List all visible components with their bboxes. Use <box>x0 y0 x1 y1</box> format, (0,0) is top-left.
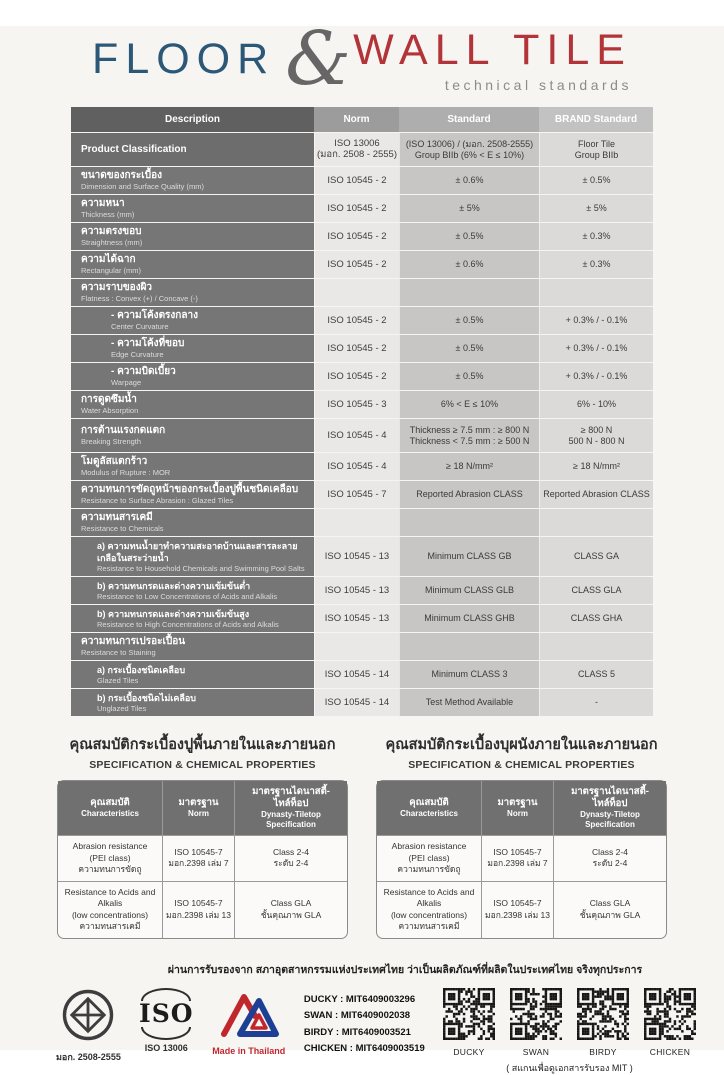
wall-tile-spec-block <box>372 733 671 939</box>
spec-cell-line: ชั้นคุณภาพ GLA <box>260 909 322 920</box>
standard-value: Minimum CLASS GHB <box>424 613 515 623</box>
standard-value: Minimum CLASS 3 <box>431 669 508 679</box>
spec-header-thai: คุณสมบัติ <box>90 797 130 808</box>
tis-label: มอก. 2508-2555 <box>56 1051 121 1062</box>
brand-standard-cell <box>539 509 653 537</box>
tis-mark-block <box>56 988 121 1064</box>
spec-row <box>377 835 666 881</box>
spec-cell-line: (low concentrations) <box>390 909 468 920</box>
spec-header-thai: มาตรฐาน <box>178 797 219 808</box>
spec-cell-line: ความทนสารเคมี <box>79 921 141 931</box>
norm-cell: ISO 10545 - 2 <box>314 251 399 279</box>
table-row <box>71 363 653 391</box>
norm-cell: ISO 10545 - 14 <box>314 661 399 689</box>
standard-value: Minimum CLASS GB <box>427 551 512 561</box>
made-in-thailand-label: Made in Thailand <box>212 1045 286 1056</box>
brand-value: ± 0.5% <box>582 175 611 185</box>
description-column-header: Description <box>71 107 314 133</box>
qr-code-icon <box>644 988 696 1045</box>
norm-cell: ISO 10545 - 3 <box>314 391 399 419</box>
brand-value: - <box>595 697 598 707</box>
norm-cell: ISO 10545 - 2 <box>314 363 399 391</box>
description-cell <box>71 633 314 661</box>
table-header-row <box>71 107 653 133</box>
wall-spec-table <box>376 780 667 939</box>
classification-label: Product Classification <box>71 133 314 167</box>
qr-code-swan <box>510 988 562 1057</box>
description-thai: ความทนการเปรอะเปื้อน <box>81 636 186 647</box>
spec-cell-line: Class 2-4 <box>273 846 309 857</box>
brand-standard-cell <box>539 335 653 363</box>
brand-standard-cell <box>539 537 653 577</box>
description-thai: - ความโค้งที่ขอบ <box>111 338 185 349</box>
standard-value: ± 0.6% <box>455 175 484 185</box>
brand-standard-cell <box>539 577 653 605</box>
floor-tile-spec-block <box>53 733 352 939</box>
norm-cell: ISO 10545 - 13 <box>314 577 399 605</box>
description-english: Resistance to High Concentrations of Acids and Alkalis <box>97 620 279 629</box>
tis-mark-icon <box>61 988 115 1047</box>
description-english: Water Absorption <box>81 406 139 415</box>
standard-cell <box>399 223 539 251</box>
qr-code-chicken <box>644 988 696 1057</box>
brand-standard-cell <box>539 251 653 279</box>
standard-value: ± 0.5% <box>455 371 484 381</box>
spec-cell-line: ISO 10545-7 <box>174 846 223 857</box>
brand-value: 500 N - 800 N <box>568 435 625 446</box>
brand-standard-cell <box>539 279 653 307</box>
spec-cell-line: Class GLA <box>270 898 312 908</box>
brand-value: + 0.3% / - 0.1% <box>565 371 628 381</box>
floor-spec-table <box>57 780 348 939</box>
standard-cell <box>399 419 539 453</box>
table-row <box>71 419 653 453</box>
floor-spec-title-thai: คุณสมบัติกระเบื้องปูพื้นภายในและภายนอก <box>69 737 336 753</box>
brand-value: + 0.3% / - 0.1% <box>565 343 628 353</box>
qr-code-label: SWAN <box>522 1046 550 1057</box>
brand-standard-cell <box>539 481 653 509</box>
spec-header-cell <box>234 781 347 835</box>
brand-value: ≥ 18 N/mm² <box>573 461 620 471</box>
ampersand-glyph: & <box>285 16 352 103</box>
spec-cell <box>377 881 481 938</box>
classification-brand-line2: Group BIIb <box>574 149 619 160</box>
brand-value: ± 0.3% <box>582 259 611 269</box>
certification-statement: ผ่านการรับรองจาก สภาอุตสาหกรรมแห่งประเทศไทย ว่าเป็นผลิตภัณฑ์ที่ผลิตในประเทศไทย จริงทุกประการ <box>167 963 643 976</box>
table-row <box>71 195 653 223</box>
table-row <box>71 251 653 279</box>
qr-code-label: DUCKY <box>453 1046 485 1057</box>
table-row <box>71 577 653 605</box>
spec-cell-line: ความทนการขัดถู <box>78 864 142 874</box>
standard-value: Reported Abrasion CLASS <box>416 489 523 499</box>
description-thai: โมดูลัสแตกร้าว <box>81 456 148 467</box>
classification-norm-cell <box>314 133 399 167</box>
section-header-row <box>71 279 653 307</box>
spec-cell-line: Abrasion resistance <box>72 841 148 851</box>
brand-value: + 0.3% / - 0.1% <box>565 315 628 325</box>
spec-row <box>377 881 666 938</box>
standard-value: Minimum CLASS GLB <box>424 585 515 595</box>
standard-cell <box>399 481 539 509</box>
spec-header-thai: คุณสมบัติ <box>409 797 449 808</box>
description-cell <box>71 335 314 363</box>
norm-cell: ISO 10545 - 4 <box>314 419 399 453</box>
spec-cell-line: มอก.2398 เล่ม 7 <box>487 858 548 869</box>
spec-header-cell <box>162 781 234 835</box>
logo-floor-text: FLOOR <box>92 35 276 83</box>
standard-column-header: Standard <box>399 107 539 133</box>
spec-header-cell <box>553 781 666 835</box>
description-thai: b) กระเบื้องชนิดไม่เคลือบ <box>97 693 196 703</box>
mit-code: SWAN : MIT6409002038 <box>303 1010 411 1021</box>
brand-standard-cell <box>539 453 653 481</box>
brand-standard-cell <box>539 363 653 391</box>
brand-standard-cell <box>539 419 653 453</box>
spec-cell <box>234 835 347 881</box>
classification-standard-cell <box>399 133 539 167</box>
table-row <box>71 605 653 633</box>
section-header-row <box>71 509 653 537</box>
qr-code-label: CHICKEN <box>649 1046 691 1057</box>
norm-cell <box>314 633 399 661</box>
norm-cell <box>314 279 399 307</box>
description-cell <box>71 509 314 537</box>
spec-cell-line: ISO 10545-7 <box>493 846 542 857</box>
description-thai: a) กระเบื้องชนิดเคลือบ <box>97 665 186 675</box>
description-english: Unglazed Tiles <box>97 704 147 713</box>
spec-row <box>58 835 347 881</box>
iso-globe-icon-bottom <box>141 1027 191 1040</box>
mit-code: BIRDY : MIT6409003521 <box>303 1026 411 1038</box>
mit-code: CHICKEN : MIT6409003519 <box>303 1043 425 1054</box>
description-thai: b) ความทนกรดและด่างความเข้มข้นสูง <box>97 609 250 619</box>
standard-cell <box>399 661 539 689</box>
classification-norm-line1: ISO 13006 <box>334 138 380 149</box>
description-thai: การดูดซึมน้ำ <box>81 394 137 405</box>
brand-value: CLASS GA <box>573 551 620 561</box>
description-cell <box>71 391 314 419</box>
brand-standard-cell <box>539 661 653 689</box>
description-thai: a) ความทนน้ำยาทำความสะอาดบ้านและสารละลายเกลือในสระว่ายน้ำ <box>97 541 298 563</box>
qr-code-icon <box>443 988 495 1045</box>
spec-cell-line: (PEI class) <box>408 852 450 863</box>
standard-value: Thickness ≥ 7.5 mm : ≥ 800 N <box>409 424 530 435</box>
brand-value: CLASS GLA <box>571 585 622 595</box>
spec-cell-line: มอก.2398 เล่ม 13 <box>484 909 551 920</box>
spec-header-cell <box>58 781 162 835</box>
mit-code-list <box>304 988 425 1057</box>
brand-value: 6% - 10% <box>576 399 617 409</box>
standard-value: ± 5% <box>459 203 480 213</box>
standard-cell <box>399 251 539 279</box>
spec-header-eng: Characteristics <box>81 809 139 818</box>
standard-cell <box>399 307 539 335</box>
spec-cell-line: มอก.2398 เล่ม 7 <box>168 858 229 869</box>
spec-header-cell <box>377 781 481 835</box>
spec-cell <box>58 835 162 881</box>
mit-code: DUCKY : MIT6409003296 <box>303 993 416 1005</box>
classification-norm-line2: (มอก. 2508 - 2555) <box>316 148 398 160</box>
brand-standard-column-header: BRAND Standard <box>539 107 653 133</box>
floor-spec-title-eng: SPECIFICATION & CHEMICAL PROPERTIES <box>89 759 316 771</box>
standards-table <box>71 107 653 717</box>
brand-value: CLASS 5 <box>577 669 616 679</box>
standard-cell <box>399 195 539 223</box>
table-row <box>71 453 653 481</box>
brand-value: CLASS GHA <box>570 613 623 623</box>
logo-subtitle: technical standards <box>444 77 632 93</box>
norm-cell: ISO 10545 - 4 <box>314 453 399 481</box>
description-english: Straightness (mm) <box>81 238 143 247</box>
standard-cell <box>399 391 539 419</box>
classification-standard-line2: Group BIIb (6% < E ≤ 10%) <box>414 149 525 160</box>
description-thai: ความทนการขัดถูหน้าของกระเบื้องปูพื้นชนิดเคลือบ <box>81 484 299 495</box>
standard-cell <box>399 577 539 605</box>
classification-standard-line1: (ISO 13006) / (มอก. 2508-2555) <box>405 138 534 149</box>
spec-cell-line: (low concentrations) <box>71 909 149 920</box>
made-in-thailand-icon <box>212 988 286 1043</box>
table-row <box>71 689 653 717</box>
logo-right-block <box>353 26 632 93</box>
brand-standard-cell <box>539 307 653 335</box>
description-english: Rectangular (mm) <box>81 266 142 275</box>
standard-cell <box>399 453 539 481</box>
norm-cell: ISO 10545 - 2 <box>314 167 399 195</box>
description-english: Breaking Strength <box>81 437 142 446</box>
brand-standard-cell <box>539 633 653 661</box>
description-cell <box>71 195 314 223</box>
standard-value: Test Method Available <box>425 697 514 707</box>
logo-wall-tile-text: WALL TILE <box>353 26 632 74</box>
norm-cell: ISO 10545 - 7 <box>314 481 399 509</box>
standard-cell <box>399 363 539 391</box>
qr-code-ducky <box>443 988 495 1057</box>
spec-cell <box>162 835 234 881</box>
description-english: Warpage <box>111 378 142 387</box>
description-cell <box>71 605 314 633</box>
iso-logo-block <box>139 988 194 1053</box>
standard-value: ± 0.5% <box>455 231 484 241</box>
qr-code-label: BIRDY <box>589 1046 617 1057</box>
qr-code-icon <box>510 988 562 1045</box>
norm-cell <box>314 509 399 537</box>
wall-spec-title-thai: คุณสมบัติกระเบื้องบุผนังภายในและภายนอก <box>385 737 658 753</box>
description-cell <box>71 167 314 195</box>
spec-cell <box>481 881 553 938</box>
description-cell <box>71 537 314 577</box>
spec-cell-line: (PEI class) <box>89 852 131 863</box>
spec-header-row <box>377 781 666 835</box>
spec-header-eng: Dynasty-Tiletop Specification <box>261 810 321 829</box>
qr-code-birdy <box>577 988 629 1057</box>
norm-cell: ISO 10545 - 2 <box>314 307 399 335</box>
norm-column-header: Norm <box>314 107 399 133</box>
description-cell <box>71 363 314 391</box>
norm-cell: ISO 10545 - 2 <box>314 223 399 251</box>
norm-cell: ISO 10545 - 13 <box>314 605 399 633</box>
description-thai: ความหนา <box>81 198 125 209</box>
standard-value: ± 0.6% <box>455 259 484 269</box>
product-classification-row <box>71 133 653 167</box>
brand-value: ± 5% <box>586 203 607 213</box>
norm-cell: ISO 10545 - 2 <box>314 335 399 363</box>
description-english: Glazed Tiles <box>97 676 139 685</box>
table-row <box>71 537 653 577</box>
spec-header-eng: Dynasty-Tiletop Specification <box>580 810 640 829</box>
standard-cell <box>399 335 539 363</box>
spec-header-eng: Characteristics <box>400 809 458 818</box>
spec-cell-line: Resistance to Acids and Alkalis <box>383 886 475 908</box>
spec-cell-line: ชั้นคุณภาพ GLA <box>579 909 641 920</box>
description-thai: - ความโค้งตรงกลาง <box>111 310 198 321</box>
brand-value: ± 0.3% <box>582 231 611 241</box>
standard-cell <box>399 279 539 307</box>
description-cell <box>71 307 314 335</box>
norm-cell: ISO 10545 - 14 <box>314 689 399 717</box>
spec-cell-line: มอก.2398 เล่ม 13 <box>165 909 232 920</box>
brand-standard-cell <box>539 167 653 195</box>
description-thai: ความราบของผิว <box>81 282 153 293</box>
description-english: Modulus of Rupture : MOR <box>81 468 171 477</box>
standard-value: ≥ 18 N/mm² <box>446 461 493 471</box>
standard-cell <box>399 167 539 195</box>
standard-cell <box>399 689 539 717</box>
spec-cell-line: ความทนสารเคมี <box>398 921 460 931</box>
description-english: Resistance to Chemicals <box>81 524 164 533</box>
spec-cell <box>553 835 666 881</box>
norm-cell: ISO 10545 - 13 <box>314 537 399 577</box>
standard-value: ± 0.5% <box>455 315 484 325</box>
spec-cell-line: ISO 10545-7 <box>174 898 223 908</box>
description-thai: ความทนสารเคมี <box>81 512 153 523</box>
description-english: Edge Curvature <box>111 350 164 359</box>
classification-brand-line1: Floor Tile <box>577 138 615 149</box>
made-in-thailand-block <box>212 988 286 1056</box>
spec-cell-line: ความทนการขัดถู <box>397 864 461 874</box>
iso-logo-text: ISO <box>139 998 194 1028</box>
iso-standard-label: ISO 13006 <box>144 1042 188 1053</box>
description-english: Resistance to Staining <box>81 648 156 657</box>
spec-cell <box>234 881 347 938</box>
description-cell <box>71 223 314 251</box>
spec-header-thai: มาตรฐาน <box>497 797 538 808</box>
spec-header-eng: Norm <box>507 809 528 818</box>
description-cell <box>71 453 314 481</box>
wall-spec-title-eng: SPECIFICATION & CHEMICAL PROPERTIES <box>408 759 635 771</box>
spec-cell-line: ระดับ 2-4 <box>592 858 628 869</box>
norm-cell: ISO 10545 - 2 <box>314 195 399 223</box>
standard-value: 6% < E ≤ 10% <box>440 399 499 409</box>
spec-header-cell <box>481 781 553 835</box>
spec-cell <box>481 835 553 881</box>
table-body <box>71 167 653 717</box>
spec-cell <box>377 835 481 881</box>
description-english: Resistance to Household Chemicals and Swimming Pool Salts <box>97 564 305 573</box>
standard-cell <box>399 509 539 537</box>
spec-cell-line: Class 2-4 <box>592 846 628 857</box>
description-thai: ขนาดของกระเบื้อง <box>81 170 162 181</box>
brand-logo <box>0 16 724 103</box>
standard-value: ± 0.5% <box>455 343 484 353</box>
spec-cell <box>162 881 234 938</box>
description-thai: b) ความทนกรดและด่างความเข้มข้นต่ำ <box>97 581 251 591</box>
table-row <box>71 167 653 195</box>
description-english: Dimension and Surface Quality (mm) <box>81 182 204 191</box>
qr-scan-caption: ( สแกนเพื่อดูเอกสารรับรอง MIT ) <box>506 1062 633 1073</box>
brand-standard-cell <box>539 689 653 717</box>
spec-cell-line: ISO 10545-7 <box>493 898 542 908</box>
table-row <box>71 335 653 363</box>
spec-row <box>58 881 347 938</box>
spec-cell <box>553 881 666 938</box>
description-cell <box>71 419 314 453</box>
spec-cell-line: ระดับ 2-4 <box>273 858 309 869</box>
table-row <box>71 307 653 335</box>
brand-standard-cell <box>539 195 653 223</box>
description-thai: การต้านแรงกดแตก <box>81 425 166 436</box>
spec-cell-line: Resistance to Acids and Alkalis <box>64 886 156 908</box>
section-header-row <box>71 633 653 661</box>
description-english: Thickness (mm) <box>81 210 135 219</box>
spec-header-thai: มาตรฐานไดนาสตี้-ไทล์ท็อป <box>571 786 649 809</box>
description-english: Flatness : Convex (+) / Concave (-) <box>81 294 198 303</box>
table-row <box>71 481 653 509</box>
spec-header-eng: Norm <box>188 809 209 818</box>
standard-cell <box>399 537 539 577</box>
spec-cell-line: Class GLA <box>589 898 631 908</box>
description-english: Resistance to Surface Abrasion : Glazed Tiles <box>81 496 234 505</box>
brand-value: Reported Abrasion CLASS <box>543 489 650 499</box>
certification-logos-row <box>0 978 724 1075</box>
description-cell <box>71 577 314 605</box>
standard-value: Thickness < 7.5 mm : ≥ 500 N <box>409 435 530 446</box>
spec-header-thai: มาตรฐานไดนาสตี้-ไทล์ท็อป <box>252 786 330 809</box>
table-row <box>71 223 653 251</box>
description-cell <box>71 689 314 717</box>
description-cell <box>71 661 314 689</box>
description-cell <box>71 251 314 279</box>
qr-code-block <box>443 988 696 1075</box>
description-thai: ความตรงขอบ <box>81 226 142 237</box>
spec-header-row <box>58 781 347 835</box>
description-cell <box>71 481 314 509</box>
document-page <box>0 16 724 1073</box>
standard-cell <box>399 633 539 661</box>
certification-footer <box>0 961 724 1075</box>
brand-standard-cell <box>539 223 653 251</box>
description-cell <box>71 279 314 307</box>
description-thai: ความได้ฉาก <box>81 254 136 265</box>
brand-value: ≥ 800 N <box>580 424 613 435</box>
spec-cell-line: Abrasion resistance <box>391 841 467 851</box>
table-row <box>71 661 653 689</box>
description-english: Resistance to Low Concentrations of Acids and Alkalis <box>97 592 278 601</box>
classification-brand-cell <box>539 133 653 167</box>
qr-code-icon <box>577 988 629 1045</box>
table-row <box>71 391 653 419</box>
spec-section <box>53 733 671 939</box>
qr-code-row <box>443 988 696 1057</box>
description-thai: - ความบิดเบี้ยว <box>111 366 176 377</box>
standard-cell <box>399 605 539 633</box>
brand-standard-cell <box>539 391 653 419</box>
brand-standard-cell <box>539 605 653 633</box>
description-english: Center Curvature <box>111 322 169 331</box>
spec-cell <box>58 881 162 938</box>
